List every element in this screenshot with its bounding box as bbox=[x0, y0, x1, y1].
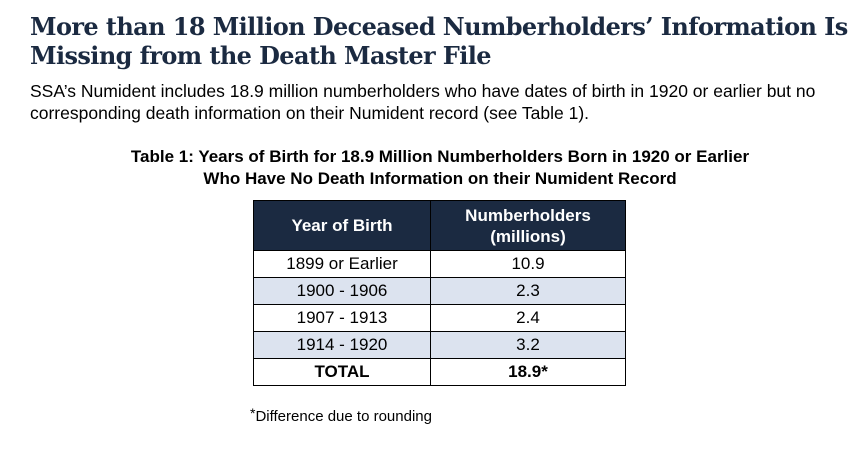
numberholders-header-line-2: (millions) bbox=[490, 226, 566, 246]
year-cell: 1907 - 1913 bbox=[254, 305, 431, 332]
table-caption-line-1: Table 1: Years of Birth for 18.9 Million Numberholders Born in 1920 or Earlier bbox=[130, 147, 750, 166]
birth-year-table bbox=[253, 200, 626, 386]
table-header-row bbox=[254, 201, 626, 251]
value-cell: 2.4 bbox=[431, 305, 626, 332]
headline-line-1: More than 18 Million Deceased Numberholders’ Information Is bbox=[30, 12, 848, 41]
table-row bbox=[254, 332, 626, 359]
footnote-text: Difference due to rounding bbox=[255, 408, 432, 425]
numberholders-header-line-1: Numberholders bbox=[465, 205, 591, 225]
intro-paragraph: SSA’s Numident includes 18.9 million numberholders who have dates of birth in 1920 or earlier but no corresponding death information on their Numident record (see Table 1). bbox=[30, 81, 816, 123]
numberholders-header bbox=[431, 201, 626, 251]
total-label-cell: TOTAL bbox=[254, 359, 431, 386]
table-footnote bbox=[250, 403, 432, 427]
headline-line-2: Missing from the Death Master File bbox=[30, 41, 491, 70]
table-total-row bbox=[254, 359, 626, 386]
footnote-mark: * bbox=[250, 405, 256, 421]
value-cell: 2.3 bbox=[431, 278, 626, 305]
total-value-cell: 18.9* bbox=[431, 359, 626, 386]
year-cell: 1899 or Earlier bbox=[254, 251, 431, 278]
table-caption-line-2: Who Have No Death Information on their Numident Record bbox=[203, 169, 677, 188]
value-cell: 10.9 bbox=[431, 251, 626, 278]
year-cell: 1914 - 1920 bbox=[254, 332, 431, 359]
year-of-birth-header: Year of Birth bbox=[254, 201, 431, 251]
table-row bbox=[254, 305, 626, 332]
table-caption bbox=[70, 146, 810, 190]
table-row bbox=[254, 251, 626, 278]
table-row bbox=[254, 278, 626, 305]
year-cell: 1900 - 1906 bbox=[254, 278, 431, 305]
page-headline bbox=[30, 12, 850, 70]
value-cell: 3.2 bbox=[431, 332, 626, 359]
